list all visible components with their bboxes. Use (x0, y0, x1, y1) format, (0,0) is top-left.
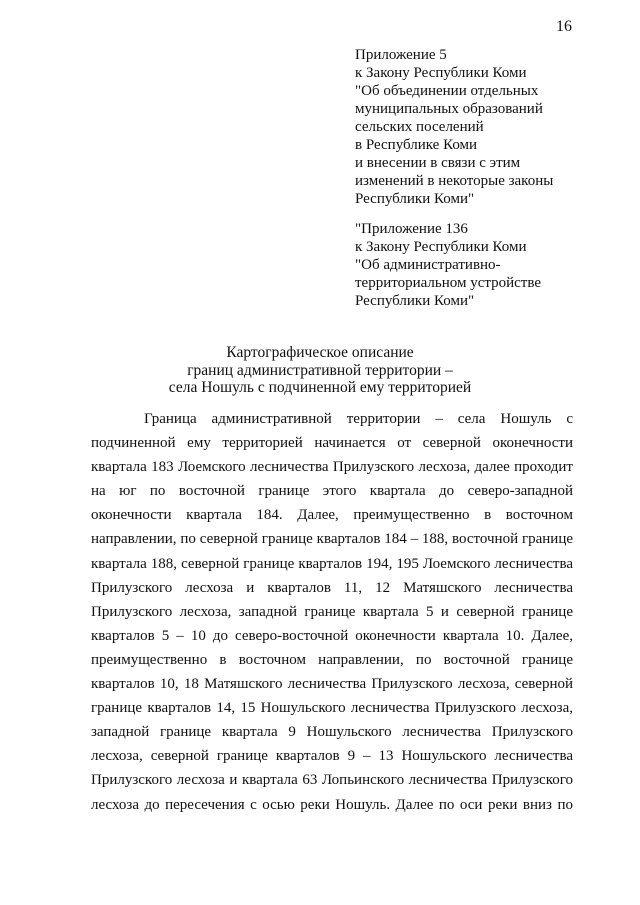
document-heading (0, 344, 640, 397)
annex-5-line: "Об объединении отдельных (355, 83, 539, 99)
body-paragraph (91, 407, 573, 817)
body-line: квартала 183 Лоемского лесничества Прилузского лесхоза, далее проходит (91, 459, 573, 476)
body-line: Прилузского лесхоза, западной границе квартала 5 и северной границе (91, 603, 573, 620)
body-line: подчиненной ему территорией начинается от северной оконечности (91, 435, 573, 452)
body-line: кварталов 5 – 10 до северо-восточной оконечности квартала 10. Далее, (91, 627, 573, 644)
annex-136-line: "Об административно- (355, 257, 501, 273)
annex-5-line: Республики Коми" (355, 191, 475, 207)
annex-5-line: и внесении в связи с этим (355, 155, 521, 171)
annex-5-line: сельских поселений (355, 119, 484, 135)
body-line: кварталов 10, 18 Матяшского лесничества Прилузского лесхоза, северной (91, 676, 573, 693)
annex-5-reference (355, 46, 605, 208)
body-line: преимущественно в восточном направлении, по восточной границе (91, 651, 573, 668)
annex-5-line: изменений в некоторые законы (355, 173, 554, 189)
annex-136-reference (355, 220, 605, 310)
heading-line: Картографическое описание (226, 344, 414, 361)
heading-line: села Ношуль с подчиненной ему территорией (168, 379, 472, 396)
annex-136-line: "Приложение 136 (355, 221, 468, 237)
body-line: Прилузского лесхоза и кварталов 11, 12 Матяшского лесничества (91, 579, 573, 596)
annex-136-line: территориальном устройстве (355, 275, 542, 291)
page-number: 16 (556, 18, 572, 35)
annex-136-line: Республики Коми" (355, 293, 475, 309)
heading-line: границ административной территории – (187, 361, 453, 379)
body-line: лесхоза до пересечения с осью реки Ношуль. Далее по оси реки вниз по (91, 796, 573, 813)
annex-5-line: к Закону Республики Коми (355, 65, 527, 81)
body-line: оконечности квартала 184. Далее, преимущественно в восточном (91, 507, 573, 524)
annex-136-line: к Закону Республики Коми (355, 239, 527, 255)
body-line: западной границе квартала 9 Ношульского лесничества Прилузского (91, 724, 573, 741)
annex-5-line: муниципальных образований (355, 101, 543, 117)
annex-5-line: Приложение 5 (355, 47, 447, 63)
body-line: границе кварталов 14, 15 Ношульского лесничества Прилузского лесхоза, (91, 700, 573, 717)
body-line: Прилузского лесхоза и квартала 63 Лопьинского лесничества Прилузского (91, 772, 573, 789)
body-line: квартала 188, северной границе кварталов 194, 195 Лоемского лесничества (91, 555, 573, 572)
body-line: Граница административной территории – села Ношуль с (144, 411, 573, 427)
body-line: направлении, по северной границе кварталов 184 – 188, восточной границе (91, 531, 573, 548)
body-line: на юг по восточной границе этого квартала до северо-западной (91, 483, 573, 500)
annex-5-line: в Республике Коми (355, 137, 478, 153)
body-line: лесхоза, северной границе кварталов 9 – 13 Ношульского лесничества (91, 748, 573, 765)
